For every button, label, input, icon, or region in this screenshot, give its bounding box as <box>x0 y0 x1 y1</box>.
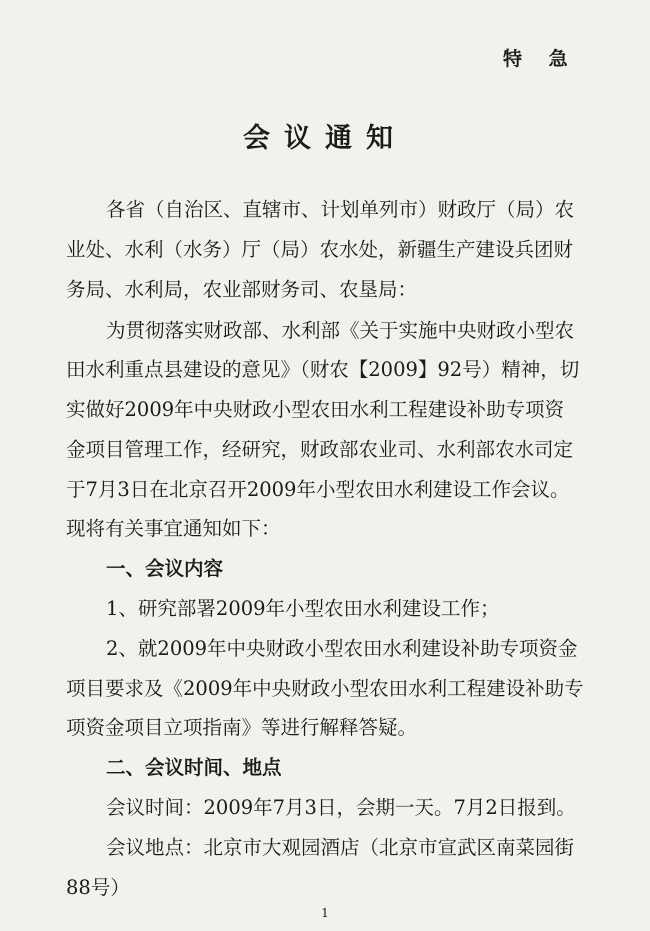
section-heading: 一、会议内容 <box>106 557 224 580</box>
body-line: 现将有关事宜通知如下： <box>66 517 281 540</box>
body-line: 务局、水利局，农业部财务司、农垦局： <box>66 278 418 301</box>
body-line: 项资金项目立项指南》等进行解释答疑。 <box>66 716 418 739</box>
body-line: 金项目管理工作，经研究，财政部农业司、水利部农水司定 <box>66 438 574 461</box>
body-line: 于7月3日在北京召开2009年小型农田水利建设工作会议。 <box>66 478 570 501</box>
body-line: 实做好2009年中央财政小型农田水利工程建设补助专项资 <box>66 398 565 421</box>
body-line: 会议地点：北京市大观园酒店（北京市宣武区南菜园街 <box>106 836 575 859</box>
body-line: 各省（自治区、直辖市、计划单列市）财政厅（局）农 <box>106 198 575 221</box>
document-title: 会议通知 <box>243 123 407 154</box>
body-line: 项目要求及《2009年中央财政小型农田水利工程建设补助专 <box>66 677 584 700</box>
body-line: 为贯彻落实财政部、水利部《关于实施中央财政小型农 <box>106 319 575 342</box>
urgency-mark: 特 急 <box>503 48 578 70</box>
page-number: 1 <box>321 906 329 920</box>
body-line: 1、研究部署2009年小型农田水利建设工作； <box>106 597 500 620</box>
body-line: 88号） <box>66 876 130 899</box>
body-line: 2、就2009年中央财政小型农田水利建设补助专项资金 <box>106 637 578 660</box>
body-line: 业处、水利（水务）厅（局）农水处，新疆生产建设兵团财 <box>66 238 574 261</box>
body-line: 田水利重点县建设的意见》（财农【2009】92号）精神，切 <box>66 358 580 381</box>
body-line: 会议时间：2009年7月3日，会期一天。7月2日报到。 <box>106 796 576 819</box>
section-heading: 二、会议时间、地点 <box>106 756 282 779</box>
